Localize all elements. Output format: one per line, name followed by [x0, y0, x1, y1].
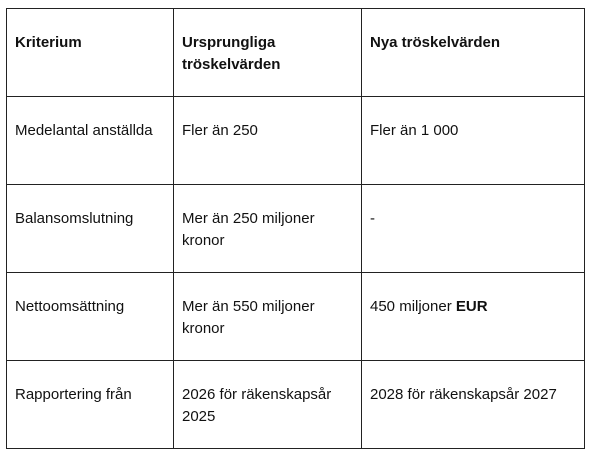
- new-threshold-cell: [362, 273, 585, 361]
- header-new-thresholds: Nya tröskelvärden: [362, 9, 585, 97]
- table-row: [7, 361, 585, 449]
- original-threshold-cell: 2026 för räkenskapsår 2025: [174, 361, 362, 449]
- new-threshold-cell: [362, 185, 585, 273]
- new-threshold-unit: EUR: [455, 298, 488, 315]
- original-threshold-cell: Mer än 550 miljoner kronor: [174, 273, 362, 361]
- table-row: [7, 273, 585, 361]
- original-threshold-cell: Mer än 250 miljoner kronor: [174, 185, 362, 273]
- criterion-cell: Medelantal anställda: [7, 97, 174, 185]
- table-header-row: [7, 9, 585, 97]
- new-threshold-cell: [362, 97, 585, 185]
- new-threshold-text: -: [370, 210, 375, 227]
- original-threshold-cell: Fler än 250: [174, 97, 362, 185]
- table-row: [7, 97, 585, 185]
- criterion-cell: Balansomslutning: [7, 185, 174, 273]
- criterion-cell: Nettoomsättning: [7, 273, 174, 361]
- criterion-cell: Rapportering från: [7, 361, 174, 449]
- new-threshold-text: 450 miljoner: [370, 298, 456, 315]
- header-kriterium: Kriterium: [7, 9, 174, 97]
- new-threshold-text: 2028 för räkenskapsår 2027: [370, 386, 557, 403]
- new-threshold-cell: [362, 361, 585, 449]
- table-row: [7, 185, 585, 273]
- header-original-thresholds: Ursprungliga tröskelvärden: [174, 9, 362, 97]
- criteria-table: [6, 8, 585, 449]
- new-threshold-text: Fler än 1 000: [370, 122, 459, 139]
